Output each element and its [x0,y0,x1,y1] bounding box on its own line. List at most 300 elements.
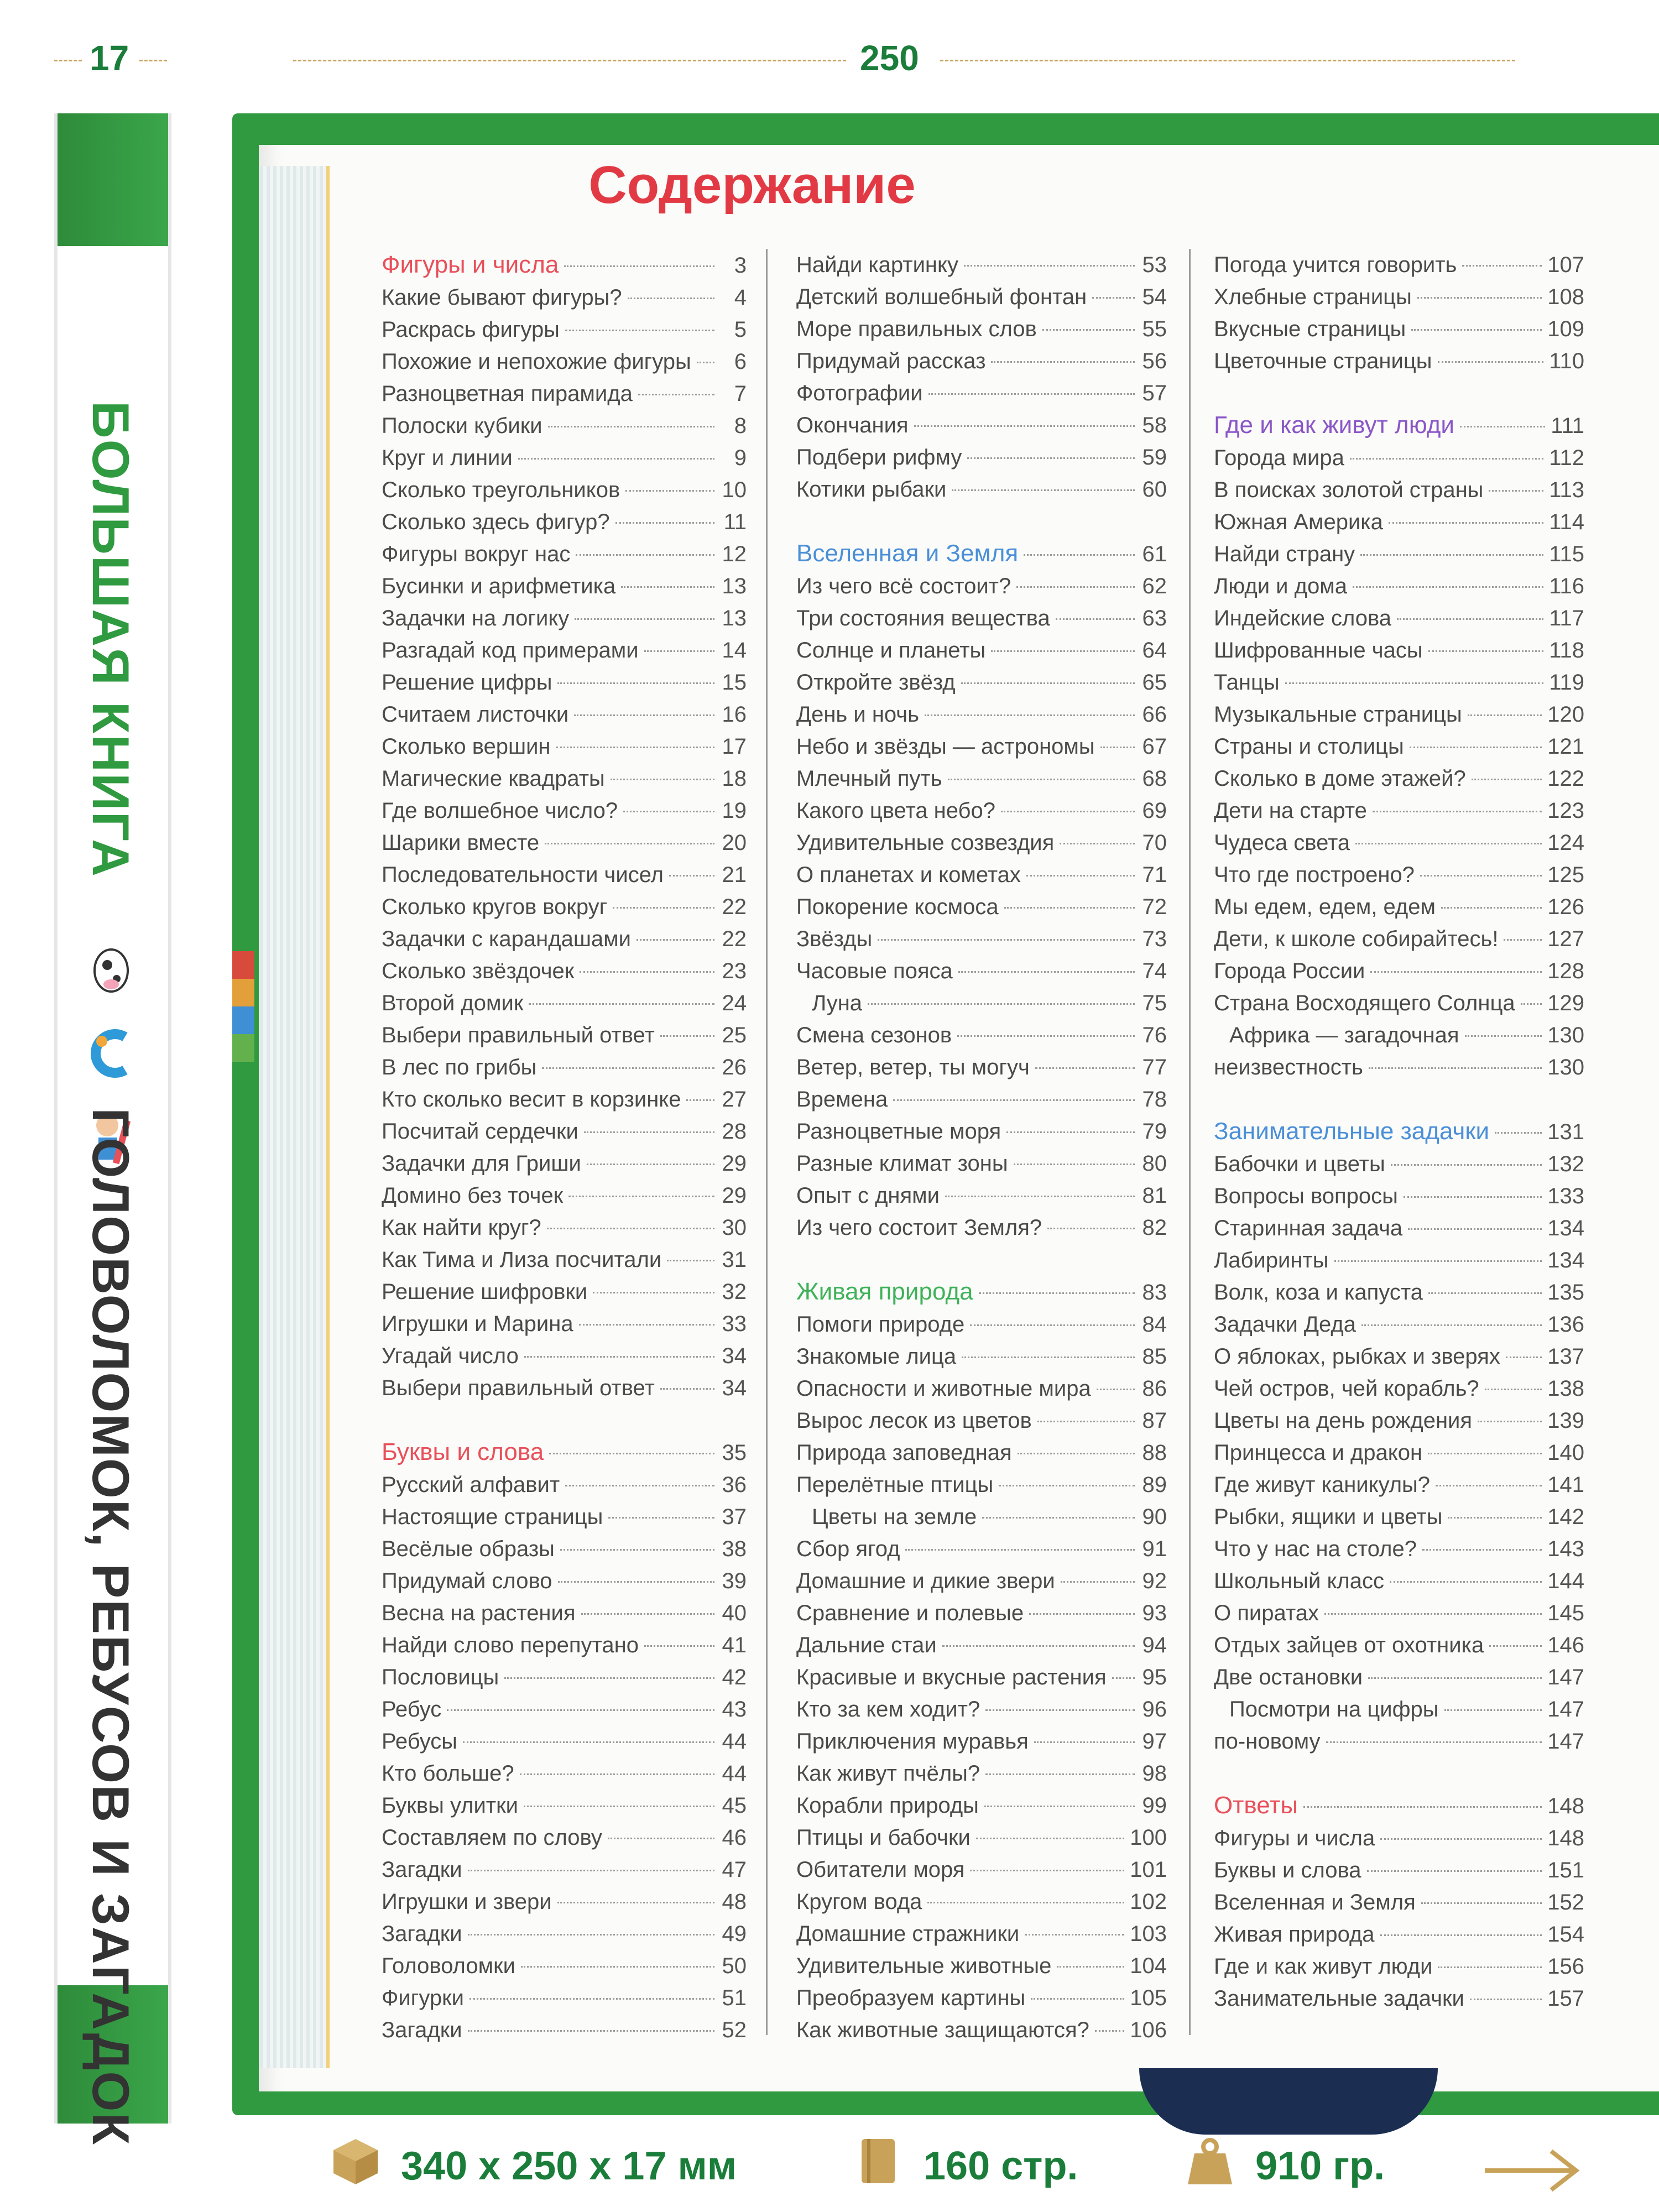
contents-entry[interactable] [796,1982,1167,2014]
dot-leader [558,1581,714,1583]
entry-page-number: 30 [722,1215,747,1240]
entry-title: Живая природа [1214,1922,1375,1947]
contents-entry[interactable] [382,891,747,923]
entry-page-number: 35 [722,1441,747,1465]
entry-page-number: 82 [1142,1215,1167,1240]
dot-leader [1390,1581,1542,1583]
contents-entry[interactable] [382,1693,747,1725]
dot-leader [1034,1741,1135,1743]
contents-entry[interactable] [796,1501,1167,1533]
contents-entry[interactable] [1214,249,1584,281]
contents-entry[interactable] [382,442,747,474]
contents-entry[interactable] [382,1083,747,1115]
contents-entry[interactable] [796,1597,1167,1629]
entry-title: Придумай слово [382,1569,552,1593]
contents-entry[interactable] [1214,1501,1584,1533]
contents-entry[interactable] [796,1147,1167,1180]
contents-entry[interactable] [796,1469,1167,1501]
contents-entry[interactable] [382,859,747,891]
dot-leader [564,265,714,267]
entry-title: Луна [812,991,863,1015]
dot-leader [948,779,1135,780]
dot-leader [545,843,714,844]
dot-leader [621,586,714,588]
entry-page-number: 156 [1547,1954,1584,1979]
entry-title: Какого цвета небо? [796,799,995,823]
contents-entry[interactable] [382,1180,747,1212]
entry-page-number: 6 [734,349,747,374]
contents-entry[interactable] [796,1822,1167,1854]
entry-title: В лес по грибы [382,1055,537,1079]
dot-leader [584,1131,714,1133]
contents-entry[interactable] [796,1180,1167,1212]
contents-entry[interactable] [382,698,747,731]
contents-entry[interactable] [382,1276,747,1308]
contents-entry[interactable] [382,923,747,955]
dot-leader [925,714,1135,716]
dot-leader [970,1324,1135,1326]
entry-page-number: 99 [1142,1793,1167,1818]
contents-entry[interactable] [796,987,1167,1019]
entry-page-number: 25 [722,1023,747,1047]
dot-leader [638,394,714,395]
entry-page-number: 120 [1547,702,1584,727]
contents-entry[interactable] [796,1661,1167,1693]
contents-entry[interactable] [1214,1533,1584,1565]
contents-entry[interactable] [1214,1854,1584,1886]
contents-entry[interactable] [1214,1725,1584,1757]
dot-leader [1465,1035,1542,1037]
contents-entry[interactable] [796,666,1167,698]
contents-entry[interactable] [1214,442,1584,474]
contents-entry[interactable] [382,1790,747,1822]
contents-entry[interactable] [382,602,747,634]
entry-title: Разгадай код примерами [382,638,639,662]
contents-entry[interactable] [796,1725,1167,1757]
entry-title: Птицы и бабочки [796,1825,971,1850]
entry-page-number: 17 [722,734,747,759]
entry-title: Настоящие страницы [382,1505,603,1529]
contents-entry[interactable] [796,602,1167,634]
entry-title: Фигурки [382,1986,464,2010]
contents-entry[interactable] [796,249,1167,281]
contents-entry[interactable] [796,1790,1167,1822]
dot-leader [560,1549,714,1551]
entry-title: Выбери правильный ответ [382,1023,655,1047]
entry-page-number: 130 [1547,1023,1584,1047]
dot-leader [575,618,714,620]
entry-page-number: 20 [722,831,747,855]
contents-entry[interactable] [1214,1693,1584,1725]
entry-page-number: 44 [722,1761,747,1786]
contents-entry[interactable] [1214,891,1584,923]
entry-title: Кто за кем ходит? [796,1697,980,1721]
contents-entry[interactable] [382,1244,747,1276]
entry-title: Чей остров, чей корабль? [1214,1376,1479,1401]
contents-entry[interactable] [382,1950,747,1982]
entry-title: Южная Америка [1214,510,1383,534]
entry-page-number: 65 [1142,670,1167,695]
dot-leader [979,1292,1135,1294]
entry-title: Вопросы вопросы [1214,1184,1398,1208]
contents-entry[interactable] [796,473,1167,505]
contents-entry[interactable] [382,1725,747,1757]
contents-entry[interactable] [1214,1212,1584,1244]
dot-leader [1001,811,1135,812]
contents-entry[interactable] [382,1886,747,1918]
contents-entry[interactable] [382,731,747,763]
contents-entry[interactable] [796,1212,1167,1244]
contents-entry[interactable] [382,346,747,378]
contents-entry[interactable] [796,1437,1167,1469]
contents-entry[interactable] [382,634,747,666]
dot-leader [1042,329,1135,331]
section-heading[interactable] [1214,1790,1584,1822]
dot-leader [1035,1067,1135,1069]
spine-title [81,401,140,2146]
entry-page-number: 147 [1547,1697,1584,1721]
dot-leader [991,361,1135,363]
entry-page-number: 31 [722,1248,747,1272]
contents-entry[interactable] [382,1372,747,1404]
dot-leader [1100,747,1135,748]
contents-entry[interactable] [1214,506,1584,538]
contents-entry[interactable] [1214,1950,1584,1983]
entry-page-number: 89 [1142,1473,1167,1497]
dot-leader [1037,1421,1135,1422]
contents-entry[interactable] [1214,731,1584,763]
contents-entry[interactable] [382,1340,747,1372]
contents-entry[interactable] [796,281,1167,313]
dot-leader [1444,1709,1542,1711]
contents-entry[interactable] [796,859,1167,891]
dot-leader [468,1934,714,1936]
entry-page-number: 103 [1130,1922,1167,1946]
contents-entry[interactable] [796,1373,1167,1405]
entry-title: Где и как живут люди [1214,1954,1433,1979]
contents-entry[interactable] [1214,345,1584,377]
section-heading[interactable] [382,249,747,281]
contents-entry[interactable] [796,731,1167,763]
entry-page-number: 76 [1142,1023,1167,1047]
contents-entry[interactable] [382,1147,747,1180]
contents-entry[interactable] [796,441,1167,473]
contents-entry[interactable] [1214,281,1584,313]
entry-title: Лабиринты [1214,1248,1329,1272]
entry-title: День и ночь [796,702,919,727]
book-icon [852,2135,905,2197]
contents-entry[interactable] [796,1950,1167,1982]
spine-width-label: 17 [90,38,129,78]
contents-entry[interactable] [1214,1886,1584,1918]
contents-entry[interactable] [382,1019,747,1051]
contents-entry[interactable] [382,1918,747,1950]
entry-title: Детский волшебный фонтан [796,285,1087,309]
entry-page-number: 47 [722,1858,747,1882]
contents-entry[interactable] [796,409,1167,441]
contents-entry[interactable] [1214,1918,1584,1950]
page-width-label: 250 [860,38,919,78]
contents-entry[interactable] [1214,763,1584,795]
entry-page-number: 77 [1142,1055,1167,1079]
dot-leader [686,1099,714,1101]
section-heading[interactable] [1214,409,1584,442]
contents-entry[interactable] [1214,1661,1584,1693]
contents-entry[interactable] [1214,955,1584,987]
entry-title: Страны и столицы [1214,734,1404,759]
entry-page-number: 41 [722,1633,747,1657]
entry-title: Окончания [796,413,909,437]
entry-page-number: 157 [1547,1986,1584,2011]
entry-page-number: 131 [1547,1120,1584,1144]
entry-page-number: 87 [1142,1408,1167,1433]
entry-title: Второй домик [382,991,524,1015]
contents-entry[interactable] [1214,698,1584,731]
contents-entry[interactable] [1214,1308,1584,1340]
section-heading[interactable] [382,1436,747,1469]
entry-page-number: 13 [722,574,747,598]
contents-entry[interactable] [1214,1148,1584,1180]
contents-entry[interactable] [1214,1565,1584,1597]
entry-page-number: 63 [1142,606,1167,630]
entry-page-number: 4 [734,285,747,310]
section-heading[interactable] [1214,1115,1584,1148]
dot-leader [962,1357,1135,1358]
entry-page-number: 45 [722,1793,747,1818]
entry-page-number: 136 [1547,1312,1584,1337]
entry-title: Разные климат зоны [796,1151,1008,1176]
entry-page-number: 21 [722,863,747,887]
contents-entry[interactable] [796,795,1167,827]
contents-entry[interactable] [1214,923,1584,955]
contents-entry[interactable] [796,570,1167,602]
contents-entry[interactable] [1214,1405,1584,1437]
contents-entry[interactable] [1214,859,1584,891]
dot-leader [1112,1677,1135,1679]
section-heading[interactable] [796,538,1167,570]
weight-icon [1183,2135,1237,2197]
contents-entry[interactable] [1214,795,1584,827]
contents-entry[interactable] [382,1822,747,1854]
contents-entry[interactable] [796,1308,1167,1340]
contents-entry[interactable] [796,1051,1167,1083]
entry-title: Задачки Деда [1214,1312,1356,1337]
contents-entry[interactable] [796,1115,1167,1147]
contents-entry[interactable] [382,1982,747,2014]
column-divider [766,249,768,2035]
contents-entry[interactable] [382,314,747,346]
entry-title: Танцы [1214,670,1280,695]
contents-entry[interactable] [382,1308,747,1340]
entry-title: Страна Восходящего Солнца [1214,991,1515,1015]
dot-leader [999,1485,1135,1486]
contents-entry[interactable] [382,1757,747,1790]
contents-entry[interactable] [796,1405,1167,1437]
entry-title: Занимательные задачки [1214,1986,1464,2011]
contents-entry[interactable] [1214,1437,1584,1469]
contents-entry[interactable] [796,1083,1167,1115]
contents-entry[interactable] [382,1212,747,1244]
contents-entry[interactable] [382,763,747,795]
entry-title: Выбери правильный ответ [382,1376,655,1400]
contents-entry[interactable] [382,795,747,827]
contents-entry[interactable] [1214,987,1584,1019]
contents-entry[interactable] [382,1051,747,1083]
entry-title: Корабли природы [796,1793,979,1818]
dot-leader [520,1773,714,1775]
entry-page-number: 59 [1142,445,1167,469]
contents-entry[interactable] [796,313,1167,345]
contents-entry[interactable] [382,474,747,506]
contents-entry[interactable] [796,1533,1167,1565]
entry-title: Что у нас на столе? [1214,1537,1417,1561]
contents-entry[interactable] [1214,1276,1584,1308]
entry-page-number: 127 [1547,927,1584,951]
section-heading[interactable] [796,1276,1167,1308]
dot-leader [637,939,714,941]
contents-entry[interactable] [796,1019,1167,1051]
entry-title: Игрушки и звери [382,1890,552,1914]
entry-title: Шарики вместе [382,831,540,855]
contents-entry[interactable] [796,1886,1167,1918]
contents-entry[interactable] [382,378,747,410]
contents-entry[interactable] [1214,1597,1584,1629]
contents-entry[interactable] [382,1854,747,1886]
contents-entry[interactable] [796,698,1167,731]
contents-entry[interactable] [382,2014,747,2046]
dot-leader [1092,297,1135,299]
contents-entry[interactable] [796,1757,1167,1790]
entry-page-number: 144 [1547,1569,1584,1593]
contents-entry[interactable] [1214,1373,1584,1405]
entry-title: Города России [1214,959,1365,983]
contents-entry[interactable] [796,923,1167,955]
contents-entry[interactable] [382,987,747,1019]
contents-entry[interactable] [796,1854,1167,1886]
contents-entry[interactable] [1214,313,1584,345]
dot-leader [529,1003,714,1005]
entry-page-number: 8 [734,414,747,438]
entry-page-number: 114 [1549,510,1584,534]
contents-entry[interactable] [382,666,747,698]
dot-leader [1025,1934,1124,1936]
entry-title: Опасности и животные мира [796,1376,1091,1401]
contents-entry[interactable] [382,281,747,314]
entry-title: Покорение космоса [796,895,999,919]
entry-page-number: 90 [1142,1505,1167,1529]
contents-entry[interactable] [796,827,1167,859]
contents-entry[interactable] [382,506,747,538]
contents-entry[interactable] [796,1340,1167,1373]
contents-entry[interactable] [796,1918,1167,1950]
dot-leader [542,1067,714,1069]
contents-entry[interactable] [1214,1469,1584,1501]
contents-entry[interactable] [1214,474,1584,506]
entry-page-number: 133 [1547,1184,1584,1208]
contents-entry[interactable] [1214,1244,1584,1276]
contents-entry[interactable] [1214,570,1584,602]
section-gap [1214,1757,1584,1790]
contents-entry[interactable] [382,827,747,859]
contents-entry[interactable] [796,377,1167,409]
contents-entry[interactable] [796,2014,1167,2046]
contents-entry[interactable] [1214,1983,1584,2015]
contents-entry[interactable] [382,1661,747,1693]
entry-title: Решение шифровки [382,1280,588,1304]
dot-leader [463,1741,714,1743]
entry-page-number: 16 [722,702,747,727]
dot-leader [893,1099,1135,1101]
contents-entry[interactable] [382,1533,747,1565]
contents-entry[interactable] [796,1565,1167,1597]
contents-entry[interactable] [382,1501,747,1533]
contents-entry[interactable] [796,763,1167,795]
contents-entry[interactable] [796,345,1167,377]
contents-entry[interactable] [796,1693,1167,1725]
contents-entry[interactable] [796,891,1167,923]
contents-entry[interactable] [796,634,1167,666]
entry-page-number: 145 [1547,1601,1584,1625]
entry-page-number: 123 [1547,799,1584,823]
entry-title: Пословицы [382,1665,499,1689]
entry-title: Погода учится говорить [1214,253,1457,277]
dot-leader [613,907,714,909]
dot-leader [549,1453,714,1454]
contents-entry[interactable] [382,1469,747,1501]
dot-leader [644,650,714,652]
entry-title: Фигуры и числа [1214,1826,1375,1850]
contents-entry[interactable] [796,955,1167,987]
entry-title: Сколько здесь фигур? [382,510,610,534]
entry-title: Сколько в доме этажей? [1214,766,1466,791]
contents-entry[interactable] [1214,1340,1584,1373]
contents-entry[interactable] [1214,1629,1584,1661]
contents-entry[interactable] [382,410,747,442]
entry-page-number: 102 [1130,1890,1167,1914]
contents-entry[interactable] [382,570,747,602]
contents-entry[interactable] [1214,602,1584,634]
contents-entry[interactable] [796,1629,1167,1661]
entry-title: Что где построено? [1214,863,1415,887]
contents-entry[interactable] [382,1565,747,1597]
contents-entry[interactable] [1214,666,1584,698]
dot-leader [1350,458,1543,460]
entry-page-number: 147 [1547,1665,1584,1689]
entry-page-number: 100 [1130,1825,1167,1850]
arrow-right-icon[interactable] [1482,2146,1582,2195]
entry-title: Подбери рифму [796,445,962,469]
dot-leader [1438,1966,1542,1968]
contents-entry[interactable] [1214,538,1584,570]
contents-entry[interactable] [382,1597,747,1629]
contents-entry[interactable] [1214,1180,1584,1212]
contents-entry[interactable] [382,1629,747,1661]
contents-entry[interactable] [1214,827,1584,859]
entry-page-number: 88 [1142,1441,1167,1465]
contents-entry[interactable] [382,538,747,570]
contents-entry[interactable] [1214,1019,1584,1051]
contents-entry[interactable] [1214,1051,1584,1083]
contents-entry[interactable] [1214,634,1584,666]
entry-title: Буквы и слова [1214,1858,1361,1882]
entry-page-number: 129 [1547,991,1584,1015]
entry-title: Знакомые лица [796,1344,957,1369]
contents-entry[interactable] [382,1115,747,1147]
contents-entry[interactable] [1214,1822,1584,1854]
entry-page-number: 130 [1547,1055,1584,1079]
contents-entry[interactable] [382,955,747,987]
entry-title: Магические квадраты [382,766,605,791]
